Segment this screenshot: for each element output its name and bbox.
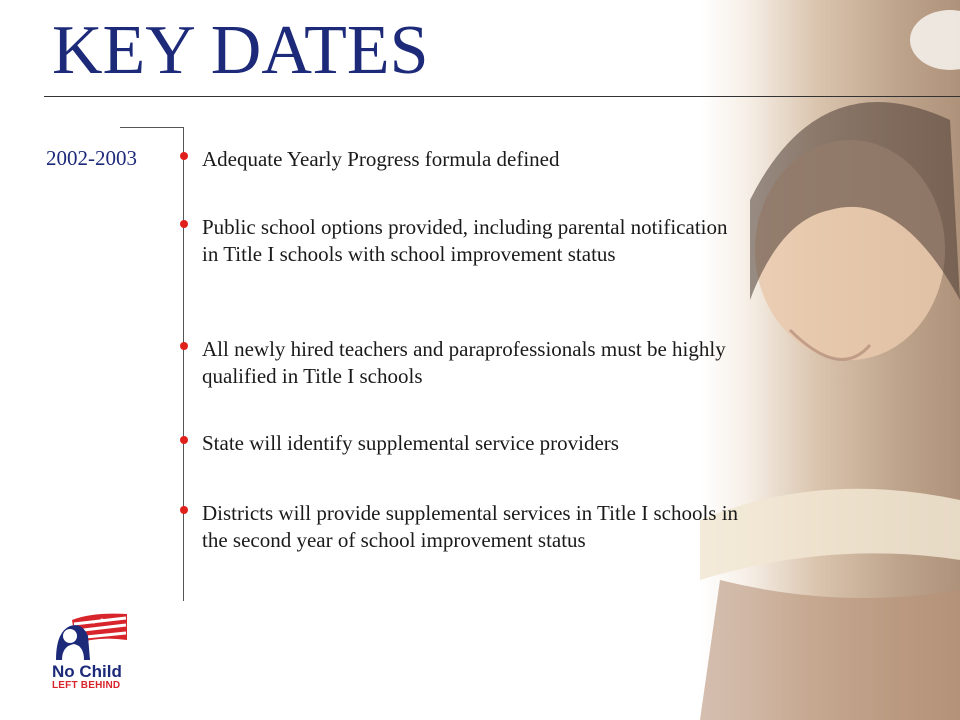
bullet-dot-icon [180, 220, 188, 228]
timeline-bracket [120, 127, 184, 601]
bullet-dot-icon [180, 506, 188, 514]
arm-shape [700, 580, 960, 720]
list-item-text: All newly hired teachers and paraprofessionals must be highly qualified in Title I schools [202, 337, 726, 388]
list-item-text: Public school options provided, including parental notification in Title I schools with school improvement status [202, 215, 728, 266]
year-label: 2002-2003 [46, 146, 137, 170]
bullet-dot-icon [180, 152, 188, 160]
list-item-text: Districts will provide supplemental services in Title I schools in the second year of school improvement status [202, 501, 739, 552]
list-item-text: Adequate Yearly Progress formula defined [202, 147, 560, 171]
bullet-dot-icon [180, 436, 188, 444]
logo-line2: LEFT BEHIND [52, 680, 121, 691]
title-divider [44, 96, 960, 97]
bullet-dot-icon [180, 342, 188, 350]
hair-bow [910, 10, 960, 70]
logo-line1: No Child [52, 662, 122, 681]
list-item-text: State will identify supplemental service providers [202, 431, 619, 455]
slide-title: KEY DATES [52, 12, 429, 89]
